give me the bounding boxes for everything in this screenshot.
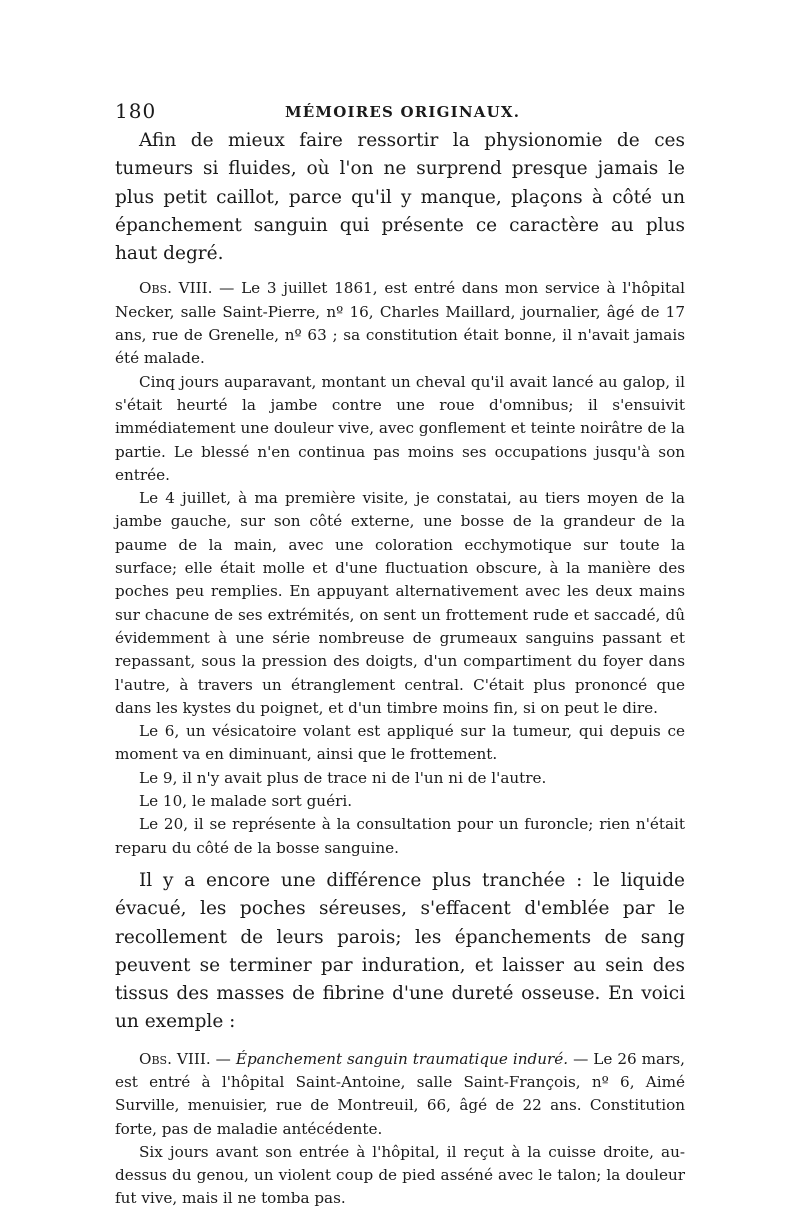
observation-intro xyxy=(115,1048,685,1141)
page-number: 180 xyxy=(115,99,157,123)
paragraph: Cinq jours auparavant, montant un cheval qu'il avait lancé au galop, il s'était heurté la jambe contre une roue d'omnibus; il s'ensuivit immédiatement une douleur vive, avec gonflement et teinte noirâtre de la partie. Le blessé n'en continua pas moins ses occupations jusqu'à son entrée. xyxy=(115,372,685,484)
observation-label: Obs. VIII. xyxy=(139,279,213,298)
page-header xyxy=(115,99,685,127)
observation-intro-text: — Le 26 mars, est entré à l'hôpital Saint-Antoine, salle Saint-François, nº 6, Aimé Surville, menuisier, rue de Montreuil, 66, âgé de 22 ans. Constitution forte, pas de maladie antécédente. xyxy=(115,1049,685,1138)
observation-intro-text: — Le 3 juillet 1861, est entré dans mon service à l'hôpital Necker, salle Saint-Pierre, nº 16, Charles Maillard, journalier, âgé de 17 ans, rue de Grenelle, nº 63 ; sa constitution était bonne, il n'avait jamais été malade. xyxy=(115,279,685,368)
paragraph: Le 6, un vésicatoire volant est appliqué sur la tumeur, qui depuis ce moment va en diminuant, ainsi que le frottement. xyxy=(115,722,685,764)
paragraph: Il y a encore une différence plus tranchée : le liquide évacué, les poches séreuses, s'effacent d'emblée par le recollement de leurs parois; les épanchements de sang peuvent se terminer par induration, et laisser au sein des tissus des masses de fibrine d'une dureté osseuse. En voici un exemple : xyxy=(115,869,685,1033)
section-intro xyxy=(115,127,685,268)
paragraph: Le 20, il se représente à la consultation pour un furoncle; rien n'était reparu du côté de la bosse sanguine. xyxy=(115,815,685,857)
observation-necker xyxy=(115,277,685,859)
section-comparison xyxy=(115,867,685,1037)
observation-dash: — xyxy=(210,1049,236,1068)
observation-label: Obs. VIII. xyxy=(139,1049,211,1068)
running-title: MÉMOIRES ORIGINAUX. xyxy=(285,103,521,121)
observation-title: Épanchement sanguin traumatique induré. xyxy=(235,1049,569,1068)
paragraph: Le 9, il n'y avait plus de trace ni de l'un ni de l'autre. xyxy=(139,768,547,787)
paragraph: Afin de mieux faire ressortir la physionomie de ces tumeurs si fluides, où l'on ne surprend presque jamais le plus petit caillot, parce qu'il y manque, plaçons à côté un épanchement sanguin qui présente ce caractère au plus haut degré. xyxy=(115,130,685,265)
page-body xyxy=(115,127,685,1211)
observation-intro xyxy=(115,277,685,370)
paragraph: Le 10, le malade sort guéri. xyxy=(139,792,353,811)
paragraph: Six jours avant son entrée à l'hôpital, il reçut à la cuisse droite, au-dessus du genou, un violent coup de pied asséné avec le talon; la douleur fut vive, mais il ne tomba pas. xyxy=(115,1142,685,1208)
observation-saint-antoine xyxy=(115,1048,685,1211)
paragraph: Le 4 juillet, à ma première visite, je constatai, au tiers moyen de la jambe gauche, sur son côté externe, une bosse de la grandeur de la paume de la main, avec une coloration ecchymotique sur toute la surface; elle était molle et d'une fluctuation obscure, à la manière des poches peu remplies. En appuyant alternativement avec les deux mains sur chacune de ses extrémités, on sent un frottement rude et saccadé, dû évidemment à une série nombreuse de grumeaux sanguins passant et repassant, sous la pression des doigts, d'un compartiment du foyer dans l'autre, à travers un étranglement central. C'était plus prononcé que dans les kystes du poignet, et d'un timbre moins fin, si on peut le dire. xyxy=(115,489,685,717)
